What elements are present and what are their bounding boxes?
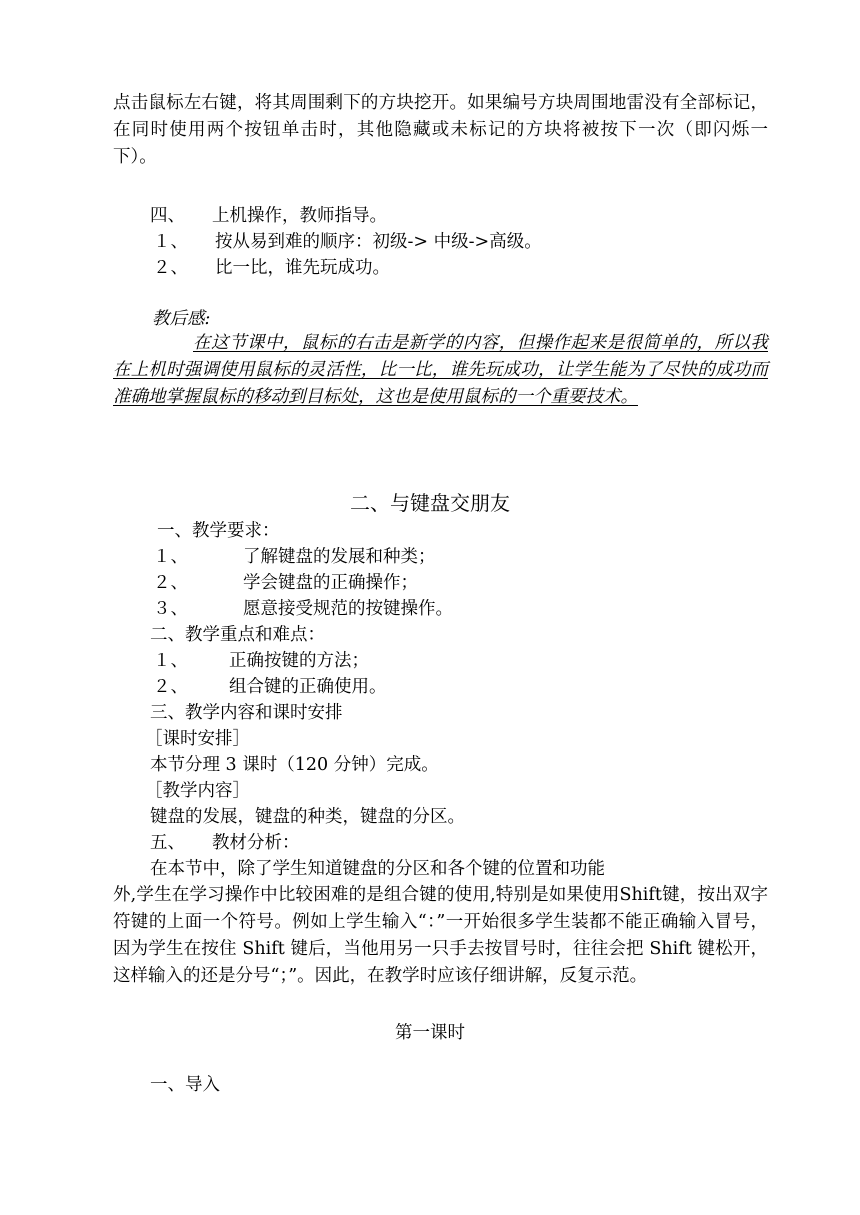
reflection-label: 教后感:: [152, 309, 211, 329]
requirement-item-text: 学会键盘的正确操作；: [243, 573, 418, 593]
requirement-item-number: ３、: [153, 599, 188, 619]
analysis-title: 教材分析：: [212, 833, 300, 853]
analysis-number: 五、: [150, 833, 185, 853]
schedule-label: ［课时安排］: [145, 729, 250, 749]
content-label: ［教学内容］: [145, 781, 250, 801]
section4-title: 上机操作，教师指导。: [212, 206, 387, 226]
key-point-item-text: 正确按键的方法；: [229, 651, 369, 671]
teaching-requirements-title: 一、教学要求：: [157, 521, 280, 541]
analysis-first-line: 在本节中，除了学生知道键盘的分区和各个键的位置和功能: [150, 859, 605, 879]
section4-item-2: [153, 255, 390, 281]
requirement-item-number: ２、: [153, 573, 188, 593]
key-point-item-1: [153, 648, 369, 674]
chapter-title: 二、与键盘交朋友: [350, 491, 510, 515]
key-point-item-2: [153, 674, 387, 700]
section4-number: 四、: [150, 206, 185, 226]
requirement-item-text: 了解键盘的发展和种类；: [243, 547, 436, 567]
intro-paragraph: 点击鼠标左右键，将其周围剩下的方块挖开。如果编号方块周围地雷没有全部标记，在同时使用两个按钮单击时，其他隐藏或未标记的方块将被按下一次（即闪烁一下）。: [113, 93, 768, 167]
section4-item-number: １、: [153, 232, 188, 252]
lesson-section: 一、导入: [150, 1075, 220, 1095]
content-text: 键盘的发展，键盘的种类，键盘的分区。: [150, 807, 465, 827]
key-point-item-number: ２、: [153, 677, 188, 697]
section4-item-text: 比一比，谁先玩成功。: [215, 258, 390, 278]
section4-heading: [150, 203, 387, 229]
requirement-item-3: [153, 596, 453, 622]
requirement-item-text: 愿意接受规范的按键操作。: [243, 599, 453, 619]
key-point-item-number: １、: [153, 651, 188, 671]
analysis-heading: [150, 830, 300, 856]
requirement-item-2: [153, 570, 418, 596]
requirement-item-1: [153, 544, 436, 570]
schedule-text: 本节分理 3 课时（120 分钟）完成。: [150, 755, 439, 775]
key-points-title: 二、教学重点和难点：: [150, 625, 325, 645]
reflection-text: 在这节课中，鼠标的右击是新学的内容，但操作起来是很简单的，所以我在上机时强调使用鼠标的灵活性，比一比，谁先玩成功，让学生能为了尽快的成功而准确地掌握鼠标的移动到目标处，这也是使用鼠标的一个重要技术。: [113, 333, 768, 407]
key-point-item-text: 组合键的正确使用。: [229, 677, 387, 697]
section4-item-text: 按从易到难的顺序：初级-> 中级->高级。: [215, 232, 542, 252]
section4-item-number: ２、: [153, 258, 188, 278]
content-schedule-title: 三、教学内容和课时安排: [150, 703, 343, 723]
lesson-title: 第一课时: [395, 1023, 465, 1043]
analysis-paragraph: 外,学生在学习操作中比较困难的是组合键的使用,特别是如果使用Shift键，按出双字符键的上面一个符号。例如上学生输入“：”一开始很多学生装都不能正确输入冒号，因为学生在按住 Shift 键后，当他用另一只手去按冒号时，往往会把 Shift 键松开，这样输入的还是分号“；”。因此，在教学时应该仔细讲解，反复示范。: [113, 885, 768, 986]
requirement-item-number: １、: [153, 547, 188, 567]
section4-item-1: [153, 229, 542, 255]
